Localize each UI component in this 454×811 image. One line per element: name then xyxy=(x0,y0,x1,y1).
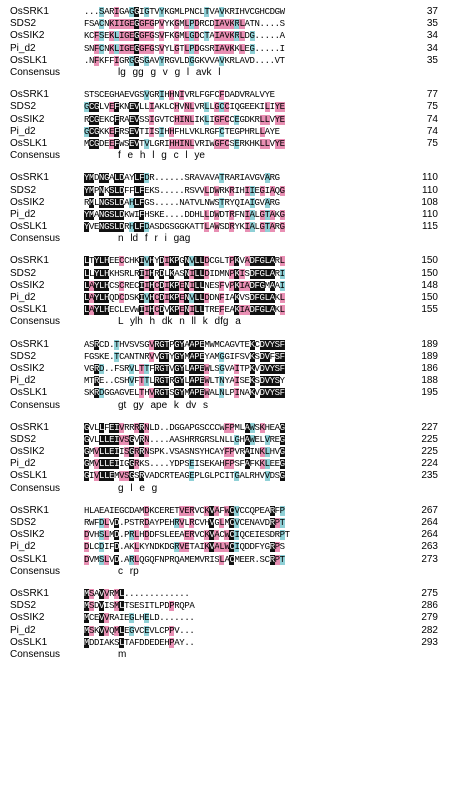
sequence-residues: .NFKFFIGRGGSGAVYRGVLDGGKVVAVKRLAVD....VT xyxy=(84,55,285,66)
residue-count: 108 xyxy=(421,196,438,208)
sequence-residues: MSDVISMLTSESITLPDPRQPA xyxy=(84,601,195,612)
sequence-row xyxy=(10,221,450,233)
consensus-label: Consensus xyxy=(10,316,61,328)
sequence-name: SDS2 xyxy=(10,517,37,529)
sequence-residues: HLAEAIEGCDAMDKCERETVERVCKVAFWCVCCQPEARFP xyxy=(84,505,285,516)
sequence-residues: MCGDEEFWSEVTVLGRIHHINLVRIWGFCSERKHKLLVYE xyxy=(84,138,285,149)
sequence-row xyxy=(10,339,450,351)
consensus-row xyxy=(10,150,450,162)
sequence-row xyxy=(10,292,450,304)
sequence-name: OsSLK1 xyxy=(10,221,48,233)
sequence-name: OsSLK1 xyxy=(10,636,48,648)
sequence-row xyxy=(10,197,450,209)
alignment-block xyxy=(10,422,450,495)
residue-count: 263 xyxy=(421,541,438,553)
sequence-name: OsSRK1 xyxy=(10,6,49,18)
residue-count: 279 xyxy=(421,612,438,624)
sequence-name: OsSRK1 xyxy=(10,587,49,599)
sequence-residues: YVENGSLDRHLFDASDGSGGKATTLAWSDRYKIALGTARG xyxy=(84,222,285,233)
sequence-row xyxy=(10,268,450,280)
sequence-residues: SNFCNKLIGEGGFGSVYLGTLPDGSRIAVKKLEG.....I xyxy=(84,43,285,54)
sequence-residues: YMANGSLDKWIFHSKE....DDHLLDWDTRFNIALGTAKG xyxy=(84,209,285,220)
sequence-row xyxy=(10,280,450,292)
sequence-name: Pi_d2 xyxy=(10,541,36,553)
residue-count: 115 xyxy=(422,221,438,233)
sequence-name: Pi_d2 xyxy=(10,624,36,636)
sequence-name: OsSIK2 xyxy=(10,612,45,624)
residue-count: 155 xyxy=(421,304,438,316)
residue-count: 150 xyxy=(421,255,438,267)
consensus-sequence: m xyxy=(118,648,127,660)
sequence-residues: GCGKKEFRSEVTIISIHHFHLVKLRGFCTEGPHRLLAYE xyxy=(84,126,280,137)
sequence-row xyxy=(10,172,450,184)
sequence-residues: LAYLHCSCRECIIHCDIKPENILLNESFVPKIADFGMAAI xyxy=(84,280,285,291)
residue-count: 264 xyxy=(421,517,438,529)
sequence-residues: LAYLHECLEVWIIHCDVKPENILLTREFEAKIADFGLAKL xyxy=(84,305,285,316)
sequence-row xyxy=(10,43,450,55)
sequence-residues: YMPNKSLDFFLFEKS.....RSVVLDWRKRIHIIEGIAQG xyxy=(84,185,285,196)
alignment-block xyxy=(10,505,450,578)
consensus-sequence: lg gg g v g l avk l xyxy=(118,67,221,79)
residue-count: 77 xyxy=(426,89,438,101)
sequence-row xyxy=(10,55,450,67)
sequence-residues: YMDNGALDAYLFDR......SRAVAVATRARIAVGVARG xyxy=(84,173,280,184)
sequence-name: OsSIK2 xyxy=(10,113,45,125)
sequence-name: Pi_d2 xyxy=(10,208,36,220)
alignment-block xyxy=(10,339,450,412)
sequence-residues: SKRDGGAGVELTHVRGTSGYMAPEWALNLPINAKVDVYSF xyxy=(84,388,285,399)
sequence-name: OsSRK1 xyxy=(10,421,49,433)
residue-count: 188 xyxy=(421,375,438,387)
residue-count: 286 xyxy=(421,600,438,612)
sequence-name: OsSIK2 xyxy=(10,279,45,291)
sequence-name: OsSRK1 xyxy=(10,504,49,516)
sequence-name: OsSIK2 xyxy=(10,196,45,208)
sequence-name: SDS2 xyxy=(10,101,37,113)
consensus-sequence: g l e g xyxy=(118,482,158,494)
sequence-residues: MTRE..CSHVFTTLRGTRGYLAPEWLTNYAISEKSDVYSY xyxy=(84,376,285,387)
residue-count: 37 xyxy=(426,6,438,18)
sequence-name: OsSLK1 xyxy=(10,470,48,482)
sequence-row xyxy=(10,209,450,221)
sequence-residues: MSKVVQMLEGVCEVLCPPV... xyxy=(84,625,195,636)
sequence-residues: GMVLLEIIGGRKS....YDPSEISEKAHFPSFAFKKLEEG xyxy=(84,459,285,470)
sequence-residues: FSACNKIIGEGGFGPVYKGMLPDRCDIAVKRLATN....S xyxy=(84,19,285,30)
residue-count: 267 xyxy=(421,504,438,516)
residue-count: 75 xyxy=(426,137,438,149)
sequence-row xyxy=(10,458,450,470)
sequence-row xyxy=(10,375,450,387)
alignment-block xyxy=(10,89,450,162)
residue-count: 235 xyxy=(421,470,438,482)
residue-count: 273 xyxy=(421,553,438,565)
sequence-residues: GCGLVEFKNEVLLIAKLCHVNLVRLLGCCIQGEEKILIYE xyxy=(84,102,285,113)
residue-count: 293 xyxy=(421,636,438,648)
sequence-name: OsSLK1 xyxy=(10,304,48,316)
sequence-residues: LLYLHKHSRLRIIHRDLKASNILLDIDMNPKISDFGLARI xyxy=(84,268,285,279)
sequence-residues: RMLNGSLDAHLFGS.....NATVLNWSTRYQIAIGVARG xyxy=(84,197,280,208)
residue-count: 74 xyxy=(426,125,438,137)
sequence-residues: DVMSLVD.ARLQGQFNPRQAMEMVRISLACMEER.SCRPT xyxy=(84,554,285,565)
sequence-row xyxy=(10,101,450,113)
sequence-name: OsSLK1 xyxy=(10,553,48,565)
alignment-block xyxy=(10,255,450,328)
residue-count: 264 xyxy=(421,529,438,541)
sequence-residues: DLCDIFD.AKLKYNDKDGRVETAIKVALWCIQDDFYGRPS xyxy=(84,542,285,553)
residue-count: 75 xyxy=(426,101,438,113)
sequence-name: SDS2 xyxy=(10,18,37,30)
consensus-label: Consensus xyxy=(10,565,61,577)
residue-count: 150 xyxy=(421,292,438,304)
consensus-row xyxy=(10,566,450,578)
residue-count: 34 xyxy=(426,42,438,54)
sequence-name: SDS2 xyxy=(10,433,37,445)
sequence-residues: LAYLHQDCDSKIVHCDIKPENVLLDDNFIAKVSDFGLAKL xyxy=(84,293,285,304)
residue-count: 148 xyxy=(421,279,438,291)
sequence-name: SDS2 xyxy=(10,600,37,612)
sequence-residues: LTYLHEECCHKIVHYDIKPGNVLLDCGLTPKVADFGLARL xyxy=(84,256,285,267)
sequence-row xyxy=(10,541,450,553)
residue-count: 225 xyxy=(421,446,438,458)
residue-count: 189 xyxy=(421,338,438,350)
consensus-label: Consensus xyxy=(10,648,61,660)
sequence-name: OsSRK1 xyxy=(10,255,49,267)
sequence-residues: ...SARIGAGGIGTVYKGMLPNCLTVAVKRIHVCGHCDGW xyxy=(84,7,285,18)
consensus-row xyxy=(10,399,450,411)
residue-count: 189 xyxy=(421,350,438,362)
sequence-name: OsSLK1 xyxy=(10,387,48,399)
sequence-row xyxy=(10,304,450,316)
alignment-block xyxy=(10,6,450,79)
sequence-name: OsSRK1 xyxy=(10,338,49,350)
sequence-row xyxy=(10,470,450,482)
sequence-row xyxy=(10,554,450,566)
residue-count: 110 xyxy=(422,184,438,196)
sequence-residues: MCEVVRAIEGLHELD....... xyxy=(84,613,195,624)
sequence-row xyxy=(10,126,450,138)
sequence-row xyxy=(10,18,450,30)
residue-count: 224 xyxy=(421,458,438,470)
sequence-residues: RWFDLVD.PSTRDAYPEHRVLRCVHVGLMCVCENAVDRPT xyxy=(84,518,285,529)
sequence-name: OsSIK2 xyxy=(10,529,45,541)
residue-count: 35 xyxy=(426,18,438,30)
sequence-residues: KCFSEKLIGEGGFGSVFKGMLGDCTAIAVKRLDG.....A xyxy=(84,31,285,42)
sequence-name: OsSLK1 xyxy=(10,137,48,149)
residue-count: 110 xyxy=(422,172,438,184)
residue-count: 195 xyxy=(421,387,438,399)
sequence-residues: GVLLLEIVSGVRN....AASHRRGRSLNLLGHAWELVREG xyxy=(84,434,285,445)
sequence-row xyxy=(10,637,450,649)
sequence-name: OsSIK2 xyxy=(10,446,45,458)
consensus-sequence: gt gy ape k dv s xyxy=(118,399,209,411)
sequence-residues: MSAVVRML............. xyxy=(84,588,190,599)
sequence-alignment xyxy=(10,6,450,671)
sequence-row xyxy=(10,114,450,126)
sequence-row xyxy=(10,363,450,375)
residue-count: 34 xyxy=(426,30,438,42)
sequence-row xyxy=(10,588,450,600)
sequence-row xyxy=(10,446,450,458)
sequence-name: Pi_d2 xyxy=(10,458,36,470)
consensus-row xyxy=(10,233,450,245)
sequence-row xyxy=(10,434,450,446)
alignment-block xyxy=(10,588,450,661)
sequence-name: Pi_d2 xyxy=(10,125,36,137)
sequence-name: OsSRK1 xyxy=(10,89,49,101)
consensus-row xyxy=(10,316,450,328)
consensus-row xyxy=(10,483,450,495)
sequence-name: OsSIK2 xyxy=(10,362,45,374)
sequence-residues: GMVLLEIISGRRNSPK.VSASNSYHCAYFPVRAINKLHVG xyxy=(84,447,285,458)
sequence-row xyxy=(10,624,450,636)
residue-count: 225 xyxy=(421,433,438,445)
sequence-residues: DVHSLMD.PRLHDDFSLEEAERVCKVACWCIQCEIESDRPT xyxy=(84,530,290,541)
sequence-row xyxy=(10,387,450,399)
consensus-label: Consensus xyxy=(10,233,61,245)
sequence-residues: ASRCD.THVSVSGVRGTPGYAAPEMWMCAGVTEKCDVYSF xyxy=(84,339,285,350)
sequence-row xyxy=(10,600,450,612)
sequence-name: OsSIK2 xyxy=(10,30,45,42)
consensus-sequence: n ld f r i gag xyxy=(118,233,191,245)
residue-count: 227 xyxy=(421,421,438,433)
consensus-sequence: L ylh h dk n ll k dfg a xyxy=(118,316,241,328)
sequence-name: Pi_d2 xyxy=(10,42,36,54)
sequence-name: Pi_d2 xyxy=(10,375,36,387)
consensus-label: Consensus xyxy=(10,150,61,162)
residue-count: 35 xyxy=(426,54,438,66)
sequence-residues: VGRD..FSRVLTTFRGTVGYLAPEWLSGVAITPKVDVYSF xyxy=(84,363,285,374)
residue-count: 186 xyxy=(421,362,438,374)
sequence-row xyxy=(10,505,450,517)
sequence-row xyxy=(10,529,450,541)
sequence-name: OsSRK1 xyxy=(10,172,49,184)
residue-count: 275 xyxy=(421,587,438,599)
sequence-row xyxy=(10,517,450,529)
residue-count: 150 xyxy=(421,267,438,279)
consensus-sequence: c rp xyxy=(118,565,139,577)
sequence-residues: RCGEKCFRAEVSSIGVTCHINLIKLIGFCCEGDKRLLVYE xyxy=(84,114,285,125)
residue-count: 74 xyxy=(426,113,438,125)
sequence-row xyxy=(10,255,450,267)
sequence-name: SDS2 xyxy=(10,184,37,196)
consensus-sequence: f e h l g c l ye xyxy=(118,150,205,162)
consensus-label: Consensus xyxy=(10,399,61,411)
sequence-name: SDS2 xyxy=(10,350,37,362)
sequence-residues: MDDIAKSLTAFDDEDEHPAY.. xyxy=(84,637,195,648)
consensus-label: Consensus xyxy=(10,482,61,494)
consensus-row xyxy=(10,67,450,79)
sequence-row xyxy=(10,422,450,434)
sequence-row xyxy=(10,89,450,101)
alignment-block xyxy=(10,172,450,245)
sequence-name: SDS2 xyxy=(10,267,37,279)
sequence-row xyxy=(10,184,450,196)
sequence-residues: GIVLLEMVSGSRVADCRTEAGEPLGLPCITGALRHVVDSG xyxy=(84,471,285,482)
sequence-row xyxy=(10,351,450,363)
sequence-residues: GVLLFEIVRRRRNLD..DGGAPGSCCCWFPMLAWSKHEAG xyxy=(84,422,285,433)
sequence-row xyxy=(10,6,450,18)
sequence-row xyxy=(10,30,450,42)
residue-count: 110 xyxy=(422,208,438,220)
sequence-row xyxy=(10,612,450,624)
residue-count: 282 xyxy=(421,624,438,636)
sequence-row xyxy=(10,138,450,150)
sequence-name: OsSLK1 xyxy=(10,54,48,66)
sequence-residues: FGSKE.TCANTNRVVGTYGYMAPEYAMGGIFSVKSDVFSF xyxy=(84,351,285,362)
consensus-row xyxy=(10,649,450,661)
sequence-residues: STSCEGHAEVGSVGRIHHNIVRLFGFCFDADVRALVYE xyxy=(84,90,275,101)
sequence-name: Pi_d2 xyxy=(10,292,36,304)
consensus-label: Consensus xyxy=(10,67,61,79)
